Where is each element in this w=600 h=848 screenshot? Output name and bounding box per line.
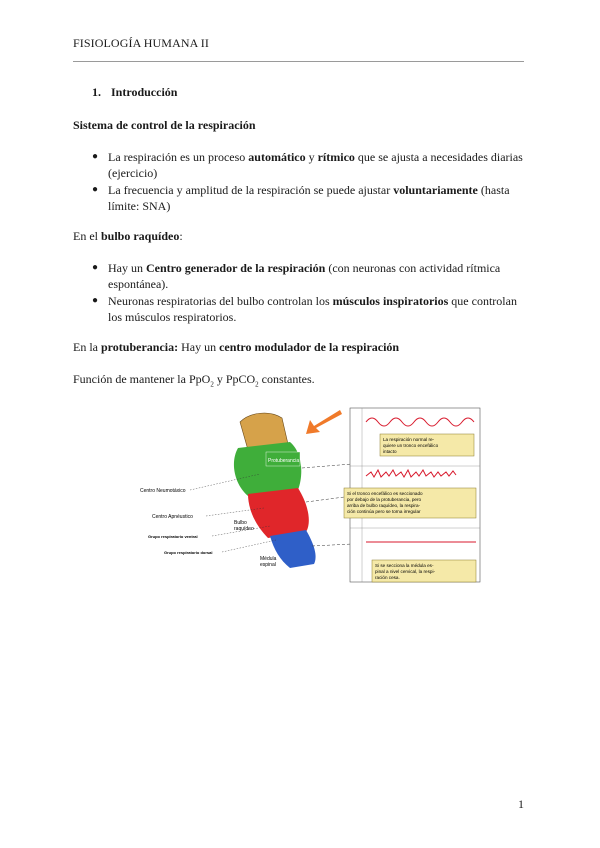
text: Neuronas respiratorias del bulbo controlan los xyxy=(108,294,333,308)
caption-line: pinal a nivel cervical, la respi- xyxy=(375,569,435,574)
arrow-icon xyxy=(306,410,342,434)
text: La frecuencia y amplitud de la respiración se puede ajustar xyxy=(108,183,394,197)
section-heading xyxy=(92,85,177,100)
section-number: 1. xyxy=(92,85,101,99)
brainstem-diagram xyxy=(130,404,482,586)
bulbo-intro xyxy=(73,229,183,244)
bold-text: Centro generador de la respiración xyxy=(146,261,326,275)
bold-text: automático xyxy=(248,150,306,164)
list-item xyxy=(92,149,532,181)
label-apneustico: Centro Apnéustico xyxy=(152,514,193,520)
caption-line: Si el tronco encefálico es seccionado xyxy=(347,491,423,496)
function-line xyxy=(73,372,315,388)
caption-line: intacto xyxy=(383,449,397,454)
bullet-list-1 xyxy=(92,149,532,215)
bold-text: bulbo raquídeo xyxy=(101,229,180,243)
protuberancia-label: Protuberancia xyxy=(268,458,300,464)
caption-line: La respiración normal re- xyxy=(383,437,435,442)
bullet-icon: ● xyxy=(92,184,99,195)
medulla-spinal-region xyxy=(270,530,316,568)
bold-text: protuberancia: xyxy=(101,340,179,354)
header-rule xyxy=(73,61,524,62)
text: (con neuronas con actividad rítmica espontánea). xyxy=(108,261,501,291)
bullet-icon: ● xyxy=(92,262,99,273)
text: : xyxy=(179,229,183,243)
bullet-icon: ● xyxy=(92,295,99,306)
subheading: Sistema de control de la respiración xyxy=(73,118,256,132)
bullet-icon: ● xyxy=(92,151,99,162)
text: En la xyxy=(73,340,101,354)
bullet-list-2 xyxy=(92,260,532,326)
text: Hay un xyxy=(108,261,146,275)
running-header: FISIOLOGÍA HUMANA II xyxy=(73,36,209,50)
label-ventral: Grupo respiratorio ventral xyxy=(148,534,198,539)
bold-text: voluntariamente xyxy=(393,183,478,197)
text: En el xyxy=(73,229,101,243)
subscript: 2 xyxy=(255,380,259,389)
label-neumotaxico: Centro Neumotáxico xyxy=(140,488,186,494)
bold-text: músculos inspiratorios xyxy=(332,294,449,308)
caption-line: por debajo de la protuberancia, pero xyxy=(347,497,422,502)
list-item xyxy=(92,182,532,214)
bold-text: centro modulador de la respiración xyxy=(219,340,400,354)
text: y PpCO xyxy=(213,372,256,386)
text: (hasta límite: SNA) xyxy=(108,183,510,213)
list-item xyxy=(92,293,532,325)
label-medula-2: espinal xyxy=(260,562,276,568)
text: constantes. xyxy=(258,372,315,386)
page-number: 1 xyxy=(518,797,524,811)
bold-text: rítmico xyxy=(317,150,355,164)
caption-line: Si se secciona la médula es- xyxy=(375,563,434,568)
list-item xyxy=(92,260,532,292)
text: Función de mantener la PpO xyxy=(73,372,211,386)
brainstem-figure xyxy=(130,404,482,586)
text: que se ajusta a necesidades diarias (ejercicio) xyxy=(108,150,523,180)
caption-line: ción continúa pero se torna irregular xyxy=(347,509,421,514)
text: y xyxy=(305,150,318,164)
text: que controlan los músculos respiratorios. xyxy=(108,294,517,324)
label-medula-1: Médula xyxy=(260,556,277,562)
caption-line: arriba de bulbo raquídeo, la respira- xyxy=(347,503,421,508)
pons-region xyxy=(234,442,301,496)
caption-line: quiere un tronco encefálico xyxy=(383,443,439,448)
section-title: Introducción xyxy=(111,85,178,99)
caption-line: ración cesa. xyxy=(375,575,400,580)
label-bulbo-2: raquídeo xyxy=(234,526,254,532)
text: Hay un xyxy=(178,340,220,354)
label-bulbo-1: Bulbo xyxy=(234,520,247,526)
bulbo-region xyxy=(248,488,309,538)
subscript: 2 xyxy=(210,380,214,389)
text: La respiración es un proceso xyxy=(108,150,249,164)
protuberancia-line xyxy=(73,340,399,355)
label-dorsal: Grupo respiratorio dorsal xyxy=(164,550,213,555)
